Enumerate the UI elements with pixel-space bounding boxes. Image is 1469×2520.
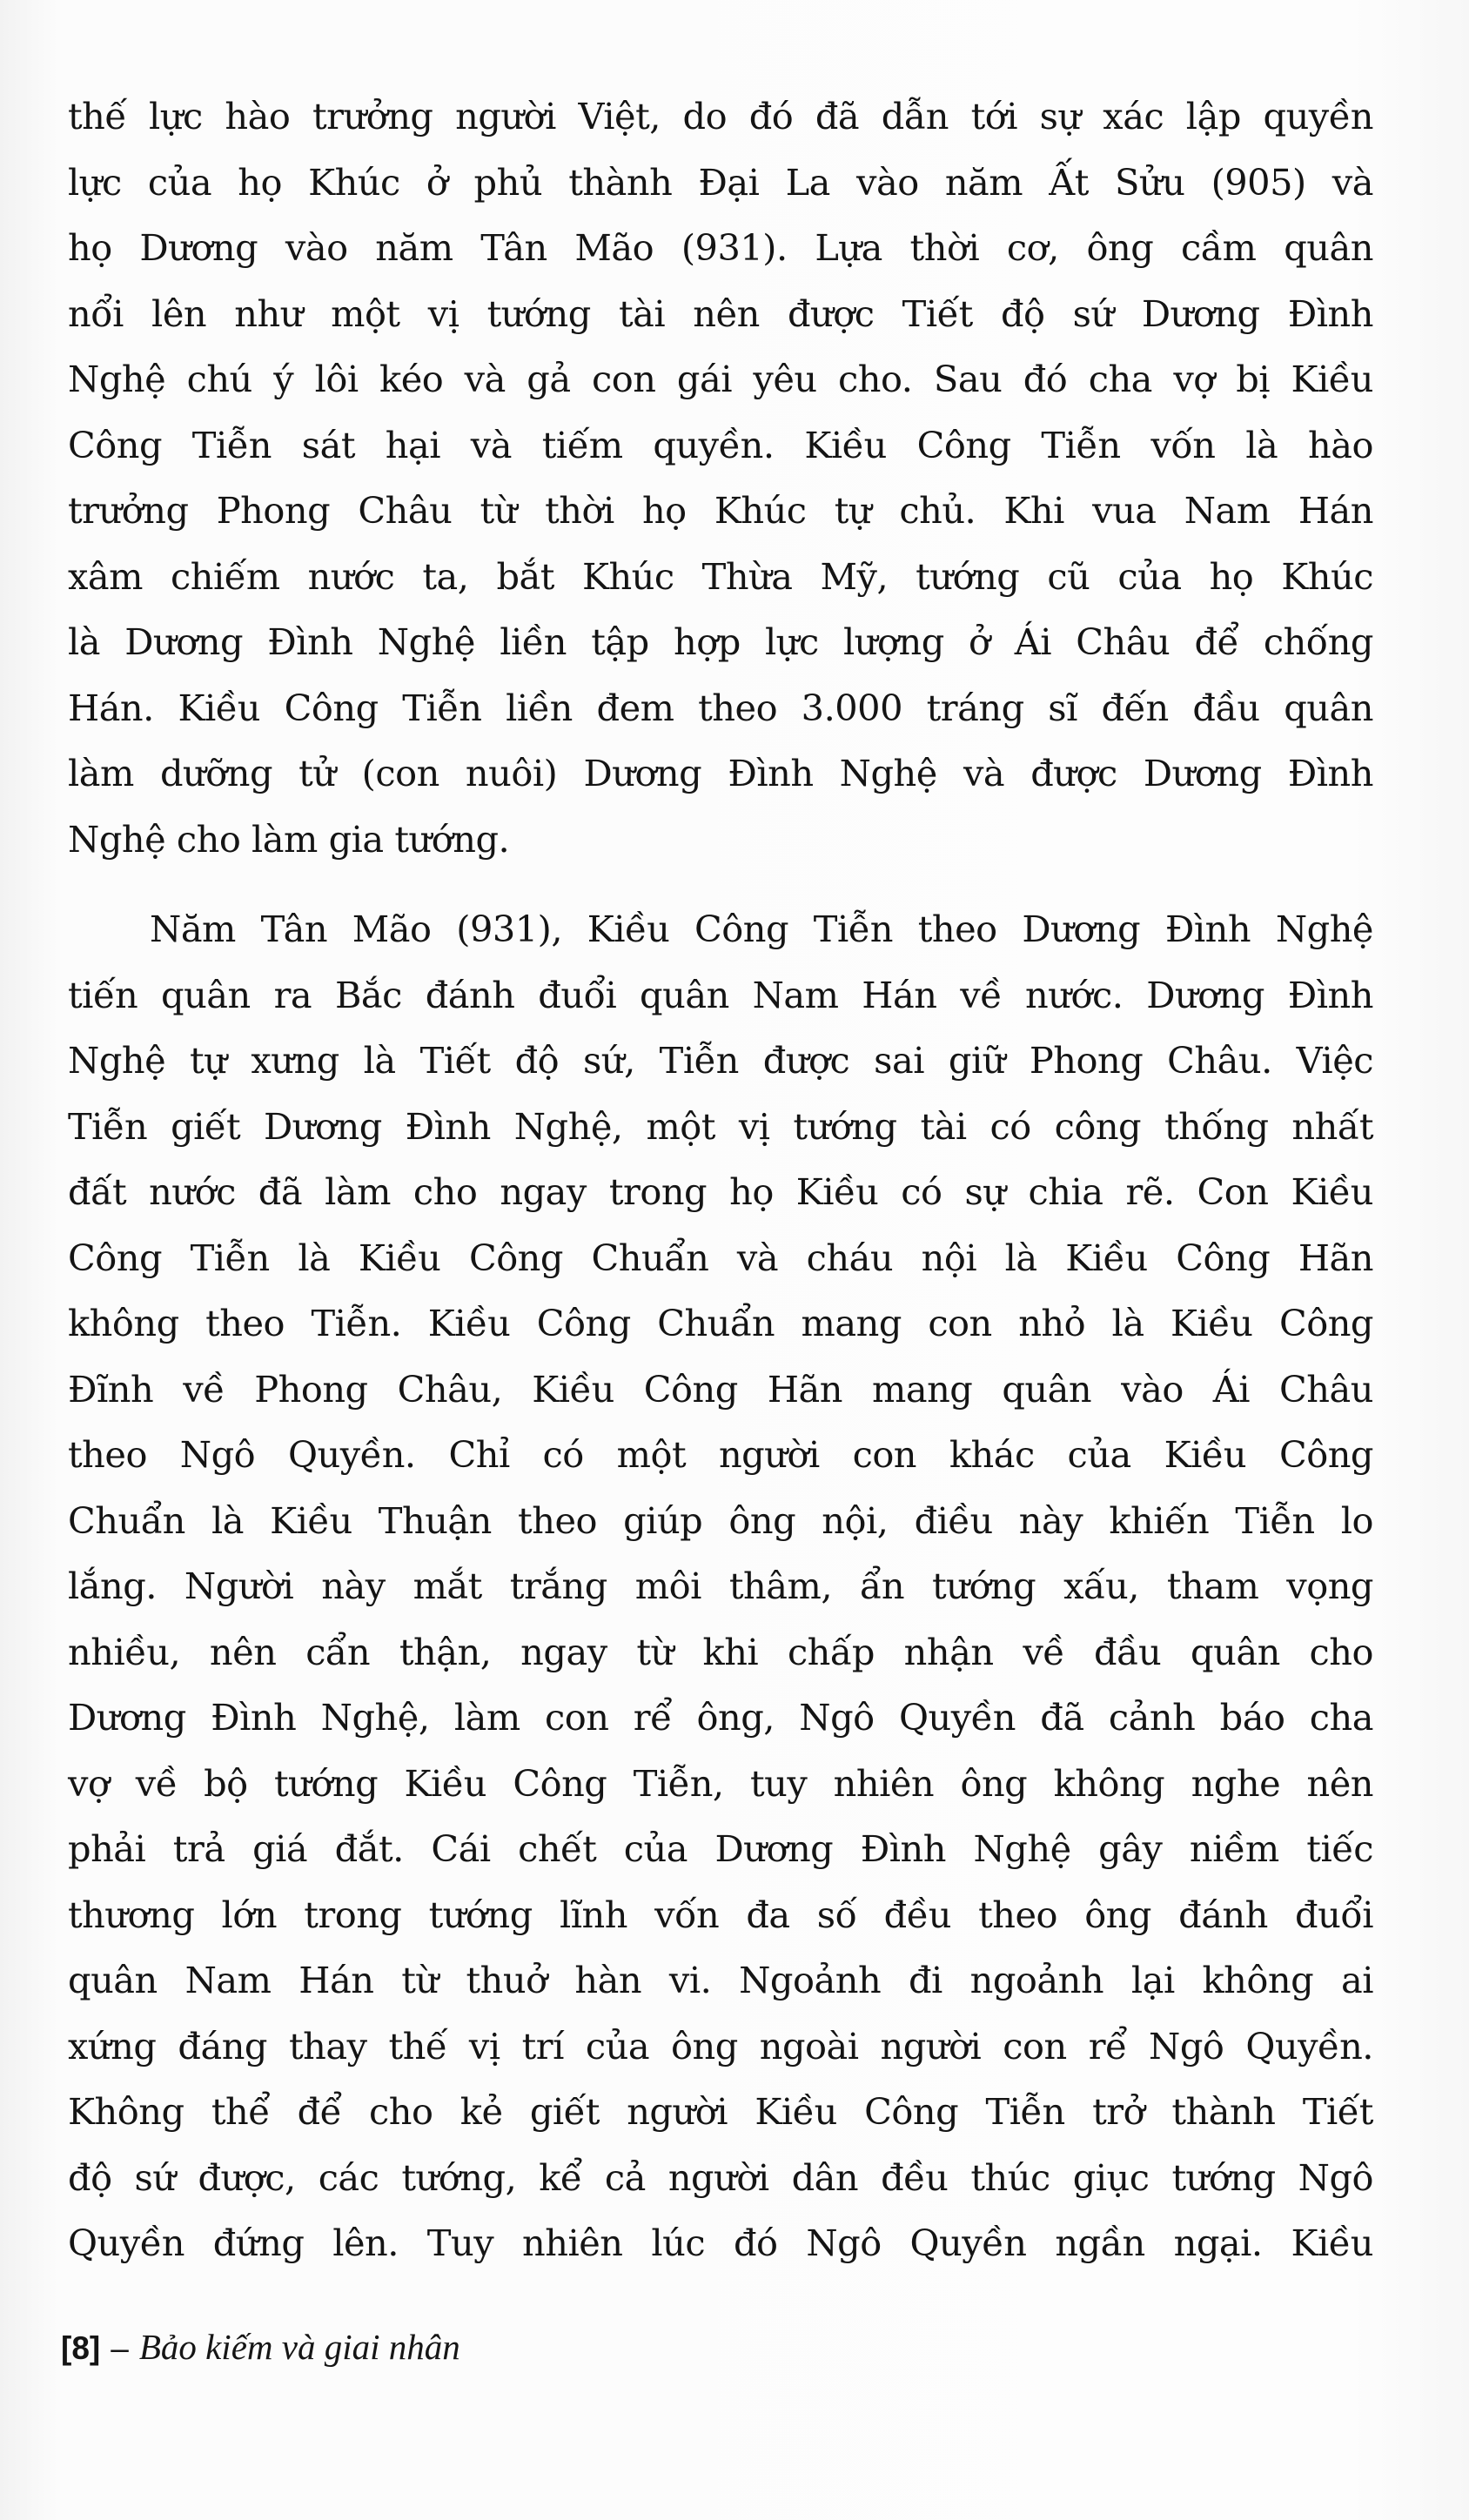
text-line: Công Tiễn là Kiều Công Chuẩn và cháu nội là Kiều Công Hãn — [68, 1236, 1373, 1279]
text-line: xâm chiếm nước ta, bắt Khúc Thừa Mỹ, tướng cũ của họ Khúc — [68, 554, 1373, 598]
text-line: độ sứ được, các tướng, kể cả người dân đều thúc giục tướng Ngô — [68, 2155, 1373, 2199]
page-footer — [61, 2326, 460, 2368]
text-line: Năm Tân Mão (931), Kiều Công Tiễn theo Dương Đình Nghệ — [150, 908, 1373, 950]
text-line: Quyền đứng lên. Tuy nhiên lúc đó Ngô Quyền ngần ngại. Kiều — [68, 2222, 1373, 2264]
text-line: thương lớn trong tướng lĩnh vốn đa số đều theo ông đánh đuổi — [68, 1893, 1373, 1936]
running-title: Bảo kiếm và giai nhân — [138, 2327, 460, 2367]
text-line: Nghệ chú ý lôi kéo và gả con gái yêu cho. Sau đó cha vợ bị Kiều — [68, 358, 1373, 400]
text-line: Dương Đình Nghệ, làm con rể ông, Ngô Quyền đã cảnh báo cha — [68, 1696, 1373, 1739]
text-line: thế lực hào trưởng người Việt, do đó đã dẫn tới sự xác lập quyền — [68, 95, 1373, 137]
text-line: Đĩnh về Phong Châu, Kiều Công Hãn mang quân vào Ái Châu — [68, 1367, 1373, 1411]
text-line: là Dương Đình Nghệ liền tập hợp lực lượng ở Ái Châu để chống — [68, 620, 1373, 663]
paragraph-2 — [68, 896, 1373, 2276]
text-line: Nghệ tự xưng là Tiết độ sứ, Tiễn được sai giữ Phong Châu. Việc — [68, 1039, 1373, 1082]
text-line: Tiễn giết Dương Đình Nghệ, một vị tướng tài có công thống nhất — [68, 1104, 1373, 1148]
text-line: Không thể để cho kẻ giết người Kiều Công Tiễn trở thành Tiết — [68, 2090, 1373, 2133]
text-line: không theo Tiễn. Kiều Công Chuẩn mang con nhỏ là Kiều Công — [68, 1302, 1373, 1344]
text-line: Công Tiễn sát hại và tiếm quyền. Kiều Công Tiễn vốn là hào — [68, 423, 1373, 466]
text-line: xứng đáng thay thế vị trí của ông ngoài người con rể Ngô Quyền. — [68, 2024, 1373, 2068]
text-line: phải trả giá đắt. Cái chết của Dương Đình Nghệ gây niềm tiếc — [68, 1827, 1373, 1870]
text-line: vợ về bộ tướng Kiều Công Tiễn, tuy nhiên ông không nghe nên — [68, 1761, 1373, 1805]
paragraph-1 — [68, 84, 1373, 872]
text-line: quân Nam Hán từ thuở hàn vi. Ngoảnh đi ngoảnh lại không ai — [68, 1959, 1373, 2001]
text-line: theo Ngô Quyền. Chỉ có một người con khác của Kiều Công — [68, 1433, 1373, 1476]
text-line: Nghệ cho làm gia tướng. — [68, 817, 510, 861]
page-number: [8] — [61, 2330, 101, 2366]
footer-separator: – — [111, 2330, 129, 2366]
text-line: lắng. Người này mắt trắng môi thâm, ẩn tướng xấu, tham vọng — [68, 1565, 1373, 1607]
text-line: Hán. Kiều Công Tiễn liền đem theo 3.000 tráng sĩ đến đầu quân — [68, 686, 1373, 729]
body-text — [68, 84, 1373, 2276]
text-line: họ Dương vào năm Tân Mão (931). Lựa thời cơ, ông cầm quân — [68, 226, 1373, 269]
text-line: lực của họ Khúc ở phủ thành Đại La vào năm Ất Sửu (905) và — [68, 160, 1373, 204]
text-line: tiến quân ra Bắc đánh đuổi quân Nam Hán về nước. Dương Đình — [68, 973, 1373, 1016]
text-line: Chuẩn là Kiều Thuận theo giúp ông nội, điều này khiến Tiễn lo — [68, 1498, 1373, 1542]
text-line: trưởng Phong Châu từ thời họ Khúc tự chủ. Khi vua Nam Hán — [68, 489, 1373, 532]
text-line: đất nước đã làm cho ngay trong họ Kiều có sự chia rẽ. Con Kiều — [68, 1170, 1373, 1213]
text-line: làm dưỡng tử (con nuôi) Dương Đình Nghệ và được Dương Đình — [68, 752, 1373, 794]
text-line: nhiều, nên cẩn thận, ngay từ khi chấp nhận về đầu quân cho — [68, 1630, 1373, 1673]
text-line: nổi lên như một vị tướng tài nên được Tiết độ sứ Dương Đình — [68, 292, 1373, 335]
